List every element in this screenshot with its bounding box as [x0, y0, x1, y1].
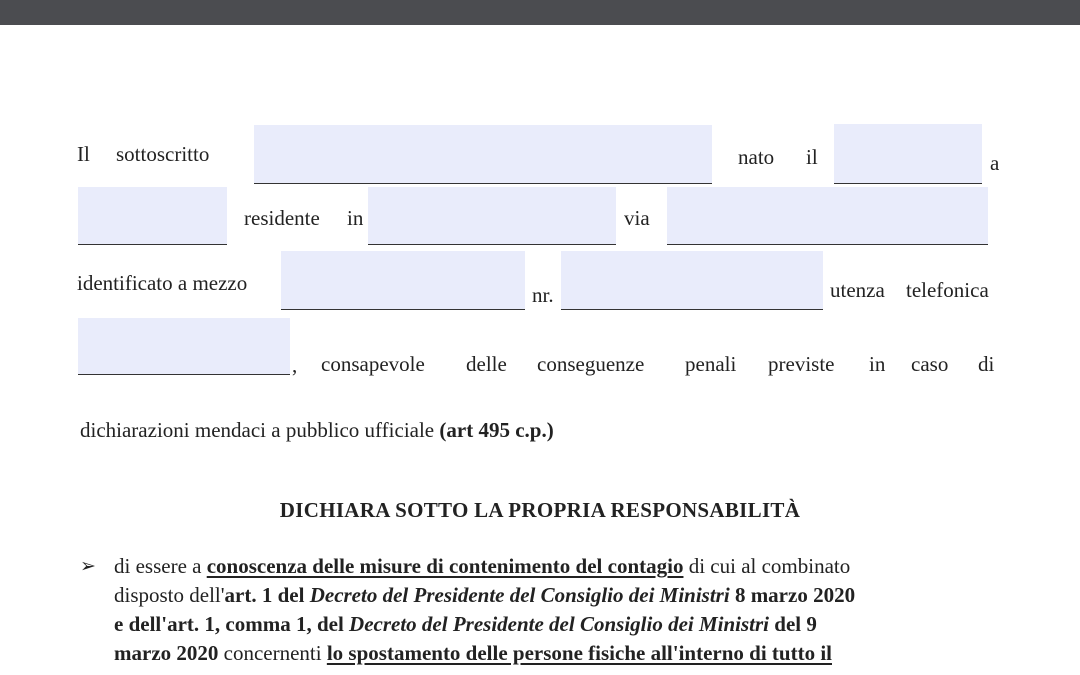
name-field[interactable]: [254, 125, 712, 184]
label-il-2: il: [806, 145, 818, 169]
emphasis-segment: conoscenza delle misure di contenimento del contagio: [206, 554, 684, 578]
word-di: di: [978, 352, 995, 376]
dichiarazioni-text: dichiarazioni mendaci a pubblico ufficiale: [80, 418, 440, 442]
emphasis-segment: art. 1 del: [224, 583, 310, 607]
label-via: via: [624, 206, 650, 230]
label-residente: residente: [244, 206, 320, 230]
decree-title: Decreto del Presidente del Consiglio dei Ministri: [309, 583, 730, 607]
section-heading: DICHIARA SOTTO LA PROPRIA RESPONSABILITÀ: [279, 498, 801, 522]
label-sottoscritto: sottoscritto: [116, 142, 210, 166]
word-previste: previste: [768, 352, 835, 376]
residence-city-field[interactable]: [368, 187, 616, 245]
label-utenza: utenza: [830, 278, 885, 302]
emphasis-segment: 8 marzo 2020: [729, 583, 856, 607]
label-in: in: [347, 206, 364, 230]
label-il: Il: [77, 142, 90, 166]
text-segment: concernenti: [218, 641, 327, 665]
word-delle: delle: [466, 352, 507, 376]
emphasis-segment: lo spostamento delle persone fisiche all'interno di tutto il: [326, 641, 832, 665]
text-segment: disposto dell': [114, 583, 225, 607]
emphasis-segment: marzo 2020: [114, 641, 219, 665]
label-nr: nr.: [532, 283, 554, 307]
label-identificato: identificato a mezzo: [77, 271, 248, 295]
label-comma: ,: [292, 353, 298, 377]
label-a: a: [990, 151, 1000, 175]
arrow-bullet-icon: ➢: [80, 556, 96, 577]
word-consapevole: consapevole: [321, 352, 425, 376]
phone-field[interactable]: [78, 318, 290, 375]
birth-place-field[interactable]: [78, 187, 227, 245]
viewer-top-bar: [0, 0, 1080, 25]
decree-title: Decreto del Presidente del Consiglio dei Ministri: [349, 612, 770, 636]
bullet-paragraph: [114, 552, 994, 668]
label-nato: nato: [738, 145, 775, 169]
document-number-field[interactable]: [561, 251, 823, 310]
word-in: in: [869, 352, 886, 376]
word-penali: penali: [685, 352, 737, 376]
article-reference: (art 495 c.p.): [439, 418, 554, 442]
document-type-field[interactable]: [281, 251, 525, 310]
birth-date-field[interactable]: [834, 124, 982, 184]
emphasis-segment: e dell'art. 1, comma 1, del: [114, 612, 350, 636]
text-segment: di cui al combinato: [683, 554, 851, 578]
street-field[interactable]: [667, 187, 988, 245]
declaration-line: [80, 420, 554, 441]
label-telefonica: telefonica: [906, 278, 989, 302]
emphasis-segment: del 9: [769, 612, 817, 636]
text-segment: di essere a: [114, 554, 207, 578]
word-conseguenze: conseguenze: [537, 352, 645, 376]
word-caso: caso: [911, 352, 949, 376]
